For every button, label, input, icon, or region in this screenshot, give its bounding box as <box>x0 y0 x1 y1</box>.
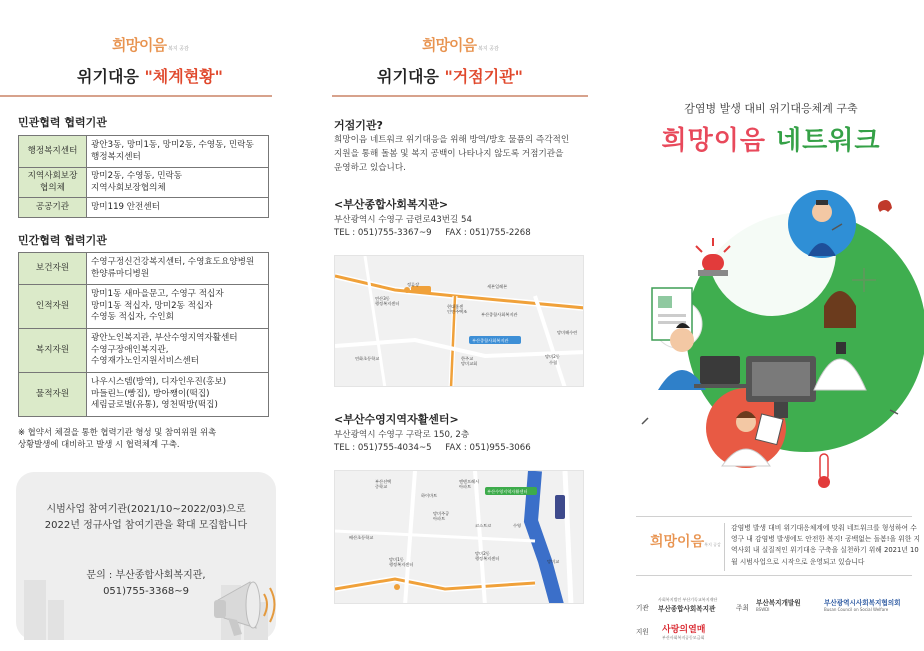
intro-description: 감염병 발생 대비 위기대응체계에 맞춰 네트워크를 형성하여 수영구 내 감염병 발생에도 안전한 복지! 공백없는 돌봄!을 위한 지역사회 내 실질적인 위기대응 구축을 실천하기 위해 2021년 10월 시범사업으로 시작으로 운영되고 있습니다 <box>731 524 921 566</box>
org-logo <box>658 597 717 613</box>
table-head-cell: 복지자원 <box>19 329 87 373</box>
map-label: 망미주공 <box>433 511 450 516</box>
support-name: 사랑의열매 <box>662 625 706 635</box>
panel2-title-accent: "거점기관" <box>444 67 523 86</box>
hub1-phone: TEL : 051)755-3367~9 FAX : 051)755-2268 <box>334 228 531 239</box>
table-value-cell: 망미2동, 수영동, 민락동 지역사회보장협의체 <box>87 168 269 198</box>
support-mini: 부산사회복지공동모금회 <box>662 635 705 640</box>
map-label: 코스트코 <box>475 523 492 528</box>
map-label: 배산초등학교 <box>349 535 374 540</box>
megaphone-icon <box>210 570 280 645</box>
table-head-cell: 물적자원 <box>19 373 87 417</box>
map-label: 부산종합사회복지관 <box>472 338 509 343</box>
civil-partners-table <box>18 135 269 218</box>
map-label: 행정복지센터 <box>475 556 500 561</box>
hub1-name: <부산종합사회복지관> <box>334 198 449 211</box>
host-row <box>736 602 749 612</box>
map-label: 망미1동 <box>389 557 404 562</box>
recruit-line-1: 시범사업 참여기관(2021/10~2022/03)으로 <box>46 504 246 515</box>
map-label: 한주교 <box>461 356 474 361</box>
brand-logo <box>650 531 721 551</box>
hub2-address: 부산광역시 수영구 구락로 150, 2층 <box>334 430 470 440</box>
table-row <box>19 285 269 329</box>
table-value-cell: 수영구정신건강복지센터, 수영효도요양병원 한양류마디병원 <box>87 253 269 285</box>
partnership-note: ※ 협약서 체결을 통한 협력기관 형성 및 참여위원 위촉 상황발생에 대비하고 발생 시 협력체계 구축. <box>18 427 217 450</box>
brand-logo-sub: 복지 공감 <box>477 46 499 52</box>
brand-logo-text: 희망이음 <box>112 36 166 54</box>
contact-line-1: 문의 : 부산종합사회복지관, <box>86 570 206 581</box>
brand-logo <box>422 34 499 55</box>
cover-title-part-a: 희망이음 <box>661 126 766 156</box>
map-label: 아파트 <box>433 516 446 521</box>
brand-logo-sub: 복지 공감 <box>167 46 189 52</box>
phone-icon <box>878 200 892 212</box>
map-label: 망미2동 <box>475 551 490 556</box>
map-label: 정류장 <box>407 282 420 287</box>
map-label: 중학교 <box>375 484 388 489</box>
brand-logo-text: 희망이음 <box>650 534 705 550</box>
private-partners-table <box>18 252 269 417</box>
network-illustration <box>618 160 924 490</box>
panel1-title-prefix: 위기대응 <box>77 67 145 86</box>
panel-hub-institutions <box>300 0 600 651</box>
civil-partners-heading: 민관협력 협력기관 <box>18 116 107 129</box>
map-label: 행정복지센터 <box>389 562 414 567</box>
table-value-cell: 광안노인복지관, 부산수영지역자활센터 수영구장애인복지관, 수영재가노인지원서비스센터 <box>87 329 269 373</box>
private-partners-heading: 민간협력 협력기관 <box>18 234 107 247</box>
hub2-name: <부산수영지역자활센터> <box>334 413 459 426</box>
host-label: 주최 <box>736 604 749 612</box>
map-label: 행정복지센터 <box>375 301 400 306</box>
map-label: 부산선택 <box>375 479 392 484</box>
hub2-map-graphic <box>335 471 584 604</box>
table-head-cell: 공공기관 <box>19 198 87 218</box>
brand-logo-text: 희망이음 <box>422 36 476 54</box>
host-mini: BSWDI <box>756 607 770 612</box>
org-mini: 사회복지법인 부산기독교복지재단 <box>658 597 718 602</box>
city-silhouette <box>48 600 64 640</box>
support-logo <box>662 622 705 641</box>
hub1-contact <box>334 214 531 241</box>
siren-icon <box>702 254 724 272</box>
cover-subtitle: 감염병 발생 대비 위기대응체계 구축 <box>684 102 858 115</box>
intro-divider <box>724 523 725 571</box>
table-head-cell: 지역사회보장 협의체 <box>19 168 87 198</box>
map-label: 망미교회 <box>461 361 478 366</box>
host-logo <box>756 597 801 612</box>
panel1-title-accent: "체계현황" <box>144 67 223 86</box>
cover-title-part-b: 네트워크 <box>776 126 881 156</box>
laptop-icon <box>700 356 740 384</box>
map-label: 엔텐프레시 <box>459 479 480 484</box>
hub-description: 희망이음 네트워크 위기대응을 위해 방역/방호 물품의 즉각적인 지원을 통해 돌봄 및 복지 공백이 나타나지 않도록 거점기관을 운영하고 있습니다. <box>334 135 570 173</box>
table-row <box>19 373 269 417</box>
panel2-divider <box>332 95 588 97</box>
hub1-map-graphic <box>335 256 584 387</box>
table-row <box>19 198 269 218</box>
coop-mini: Busan Council on Social Welfare <box>824 607 889 612</box>
brand-logo-sub: 복지 공감 <box>704 542 721 547</box>
contact-phone: 051)755-3368~9 <box>103 585 189 597</box>
map-label: 연화초등학교 <box>355 356 380 361</box>
cover-title <box>618 120 924 157</box>
table-value-cell: 나우시스템(방역), 디자인우진(홍보) 마들린느(빵집), 방아쨍이(떡집) 세림글로벌(유통), 영천떡방(떡집) <box>87 373 269 417</box>
org-label: 기관 <box>636 604 649 612</box>
panel2-title <box>300 64 600 87</box>
brand-logo <box>112 34 189 55</box>
table-head-cell: 보건자원 <box>19 253 87 285</box>
map-label: 인연주택조 <box>447 309 468 314</box>
table-value-cell: 망미1동 새마을문고, 수영구 적십자 망미1동 적십자, 망미2동 적십자 수영동 적십자, 수인회 <box>87 285 269 329</box>
coop-logo <box>824 597 900 612</box>
panel1-divider <box>0 95 272 97</box>
map-label: 수협 <box>549 360 558 365</box>
hub2-contact <box>334 429 531 456</box>
table-row <box>19 253 269 285</box>
panel1-title <box>0 64 300 87</box>
org-row <box>636 602 649 612</box>
recruit-text <box>16 502 276 533</box>
map-label: 세븐일레븐 <box>487 284 508 289</box>
hub1-address: 부산광역시 수영구 금련로43번길 54 <box>334 215 472 225</box>
intro-bar <box>636 516 921 576</box>
support-row <box>636 626 649 636</box>
recruit-line-2: 2022년 정규사업 참여기관을 확대 모집합니다 <box>44 519 248 531</box>
coop-name: 부산광역시사회복지협의회 <box>824 599 901 607</box>
map-label: 연산3동 <box>375 296 390 301</box>
map-label: 아파트 <box>459 484 472 489</box>
hub-question-heading: 거점기관? <box>334 119 383 132</box>
panel-crisis-system <box>0 0 300 651</box>
host-name: 부산복지개발원 <box>756 599 801 607</box>
map-label: 부산수영지역자활센터 <box>487 489 528 494</box>
hub1-map-pin <box>404 287 410 293</box>
table-head-cell: 행정복지센터 <box>19 136 87 168</box>
table-row <box>19 168 269 198</box>
table-head-cell: 인적자원 <box>19 285 87 329</box>
hub1-map <box>334 255 584 387</box>
table-row <box>19 329 269 373</box>
map-label: 망미교 <box>547 559 560 564</box>
table-value-cell: 광안3동, 망미1동, 망미2동, 수영동, 민락동 행정복지센터 <box>87 136 269 168</box>
panel-cover <box>618 0 924 651</box>
map-label: 망미해수련 <box>557 330 578 335</box>
map-label: 하이마트 <box>421 493 438 498</box>
panel2-title-prefix: 위기대응 <box>377 67 445 86</box>
support-label: 지원 <box>636 628 649 636</box>
hub2-phone: TEL : 051)755-4034~5 FAX : 051)955-3066 <box>334 443 531 454</box>
table-value-cell: 망미119 안전센터 <box>87 198 269 218</box>
org-name: 부산종합사회복지관 <box>658 605 716 613</box>
map-label: 수영 <box>513 523 522 528</box>
map-label: 현대홈센 <box>447 304 464 309</box>
hub2-map <box>334 470 584 604</box>
map-label: 부산종합사회복지관 <box>481 312 518 317</box>
map-label: 망미2동 <box>545 354 560 359</box>
table-row <box>19 136 269 168</box>
hub2-map-pin <box>394 584 400 590</box>
